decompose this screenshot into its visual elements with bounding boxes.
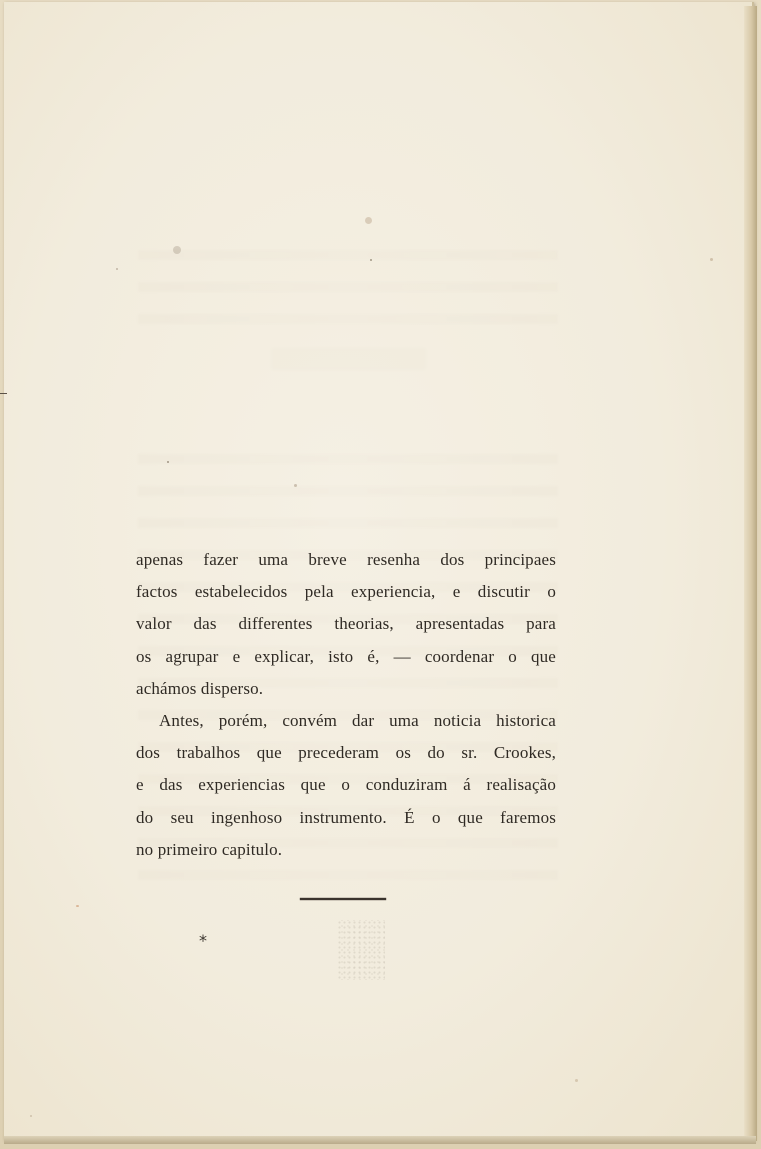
text-line-4: os agrupar e explicar, isto é, — coordenar o que bbox=[136, 646, 556, 666]
paper-spot bbox=[365, 217, 372, 224]
paper-bottom-edge bbox=[4, 1136, 756, 1144]
body-text bbox=[136, 544, 556, 866]
text-line-1: apenas fazer uma breve resenha dos principaes bbox=[136, 550, 556, 569]
section-divider-rule bbox=[300, 898, 386, 900]
paper-speck bbox=[76, 905, 79, 907]
text-line-6: Antes, porém, convém dar uma noticia historica bbox=[159, 710, 556, 730]
paper-speck bbox=[370, 259, 372, 261]
asterisk-mark: * bbox=[199, 931, 207, 950]
paper-texture-dust bbox=[337, 920, 385, 980]
text-line-10: no primeiro capitulo. bbox=[136, 839, 283, 859]
text-line-5: achámos disperso. bbox=[136, 678, 264, 698]
margin-mark bbox=[0, 393, 7, 394]
paper-speck bbox=[710, 258, 713, 261]
text-line-2: factos estabelecidos pela experiencia, e discutir o bbox=[136, 582, 556, 602]
text-line-9: do seu ingenhoso instrumento. É o que faremos bbox=[136, 807, 556, 827]
paper-right-edge bbox=[744, 6, 757, 1141]
text-line-7: dos trabalhos que precederam os do sr. Crookes, bbox=[136, 743, 556, 763]
paper-speck bbox=[575, 1079, 578, 1082]
text-line-3: valor das differentes theorias, apresentadas para bbox=[136, 614, 556, 634]
paper-speck bbox=[167, 461, 169, 463]
paper-speck bbox=[116, 268, 118, 270]
paper-speck bbox=[294, 484, 297, 487]
text-line-8: e das experiencias que o conduziram á realisação bbox=[136, 775, 556, 795]
paper-spot bbox=[173, 246, 181, 254]
paper-speck bbox=[30, 1115, 32, 1117]
